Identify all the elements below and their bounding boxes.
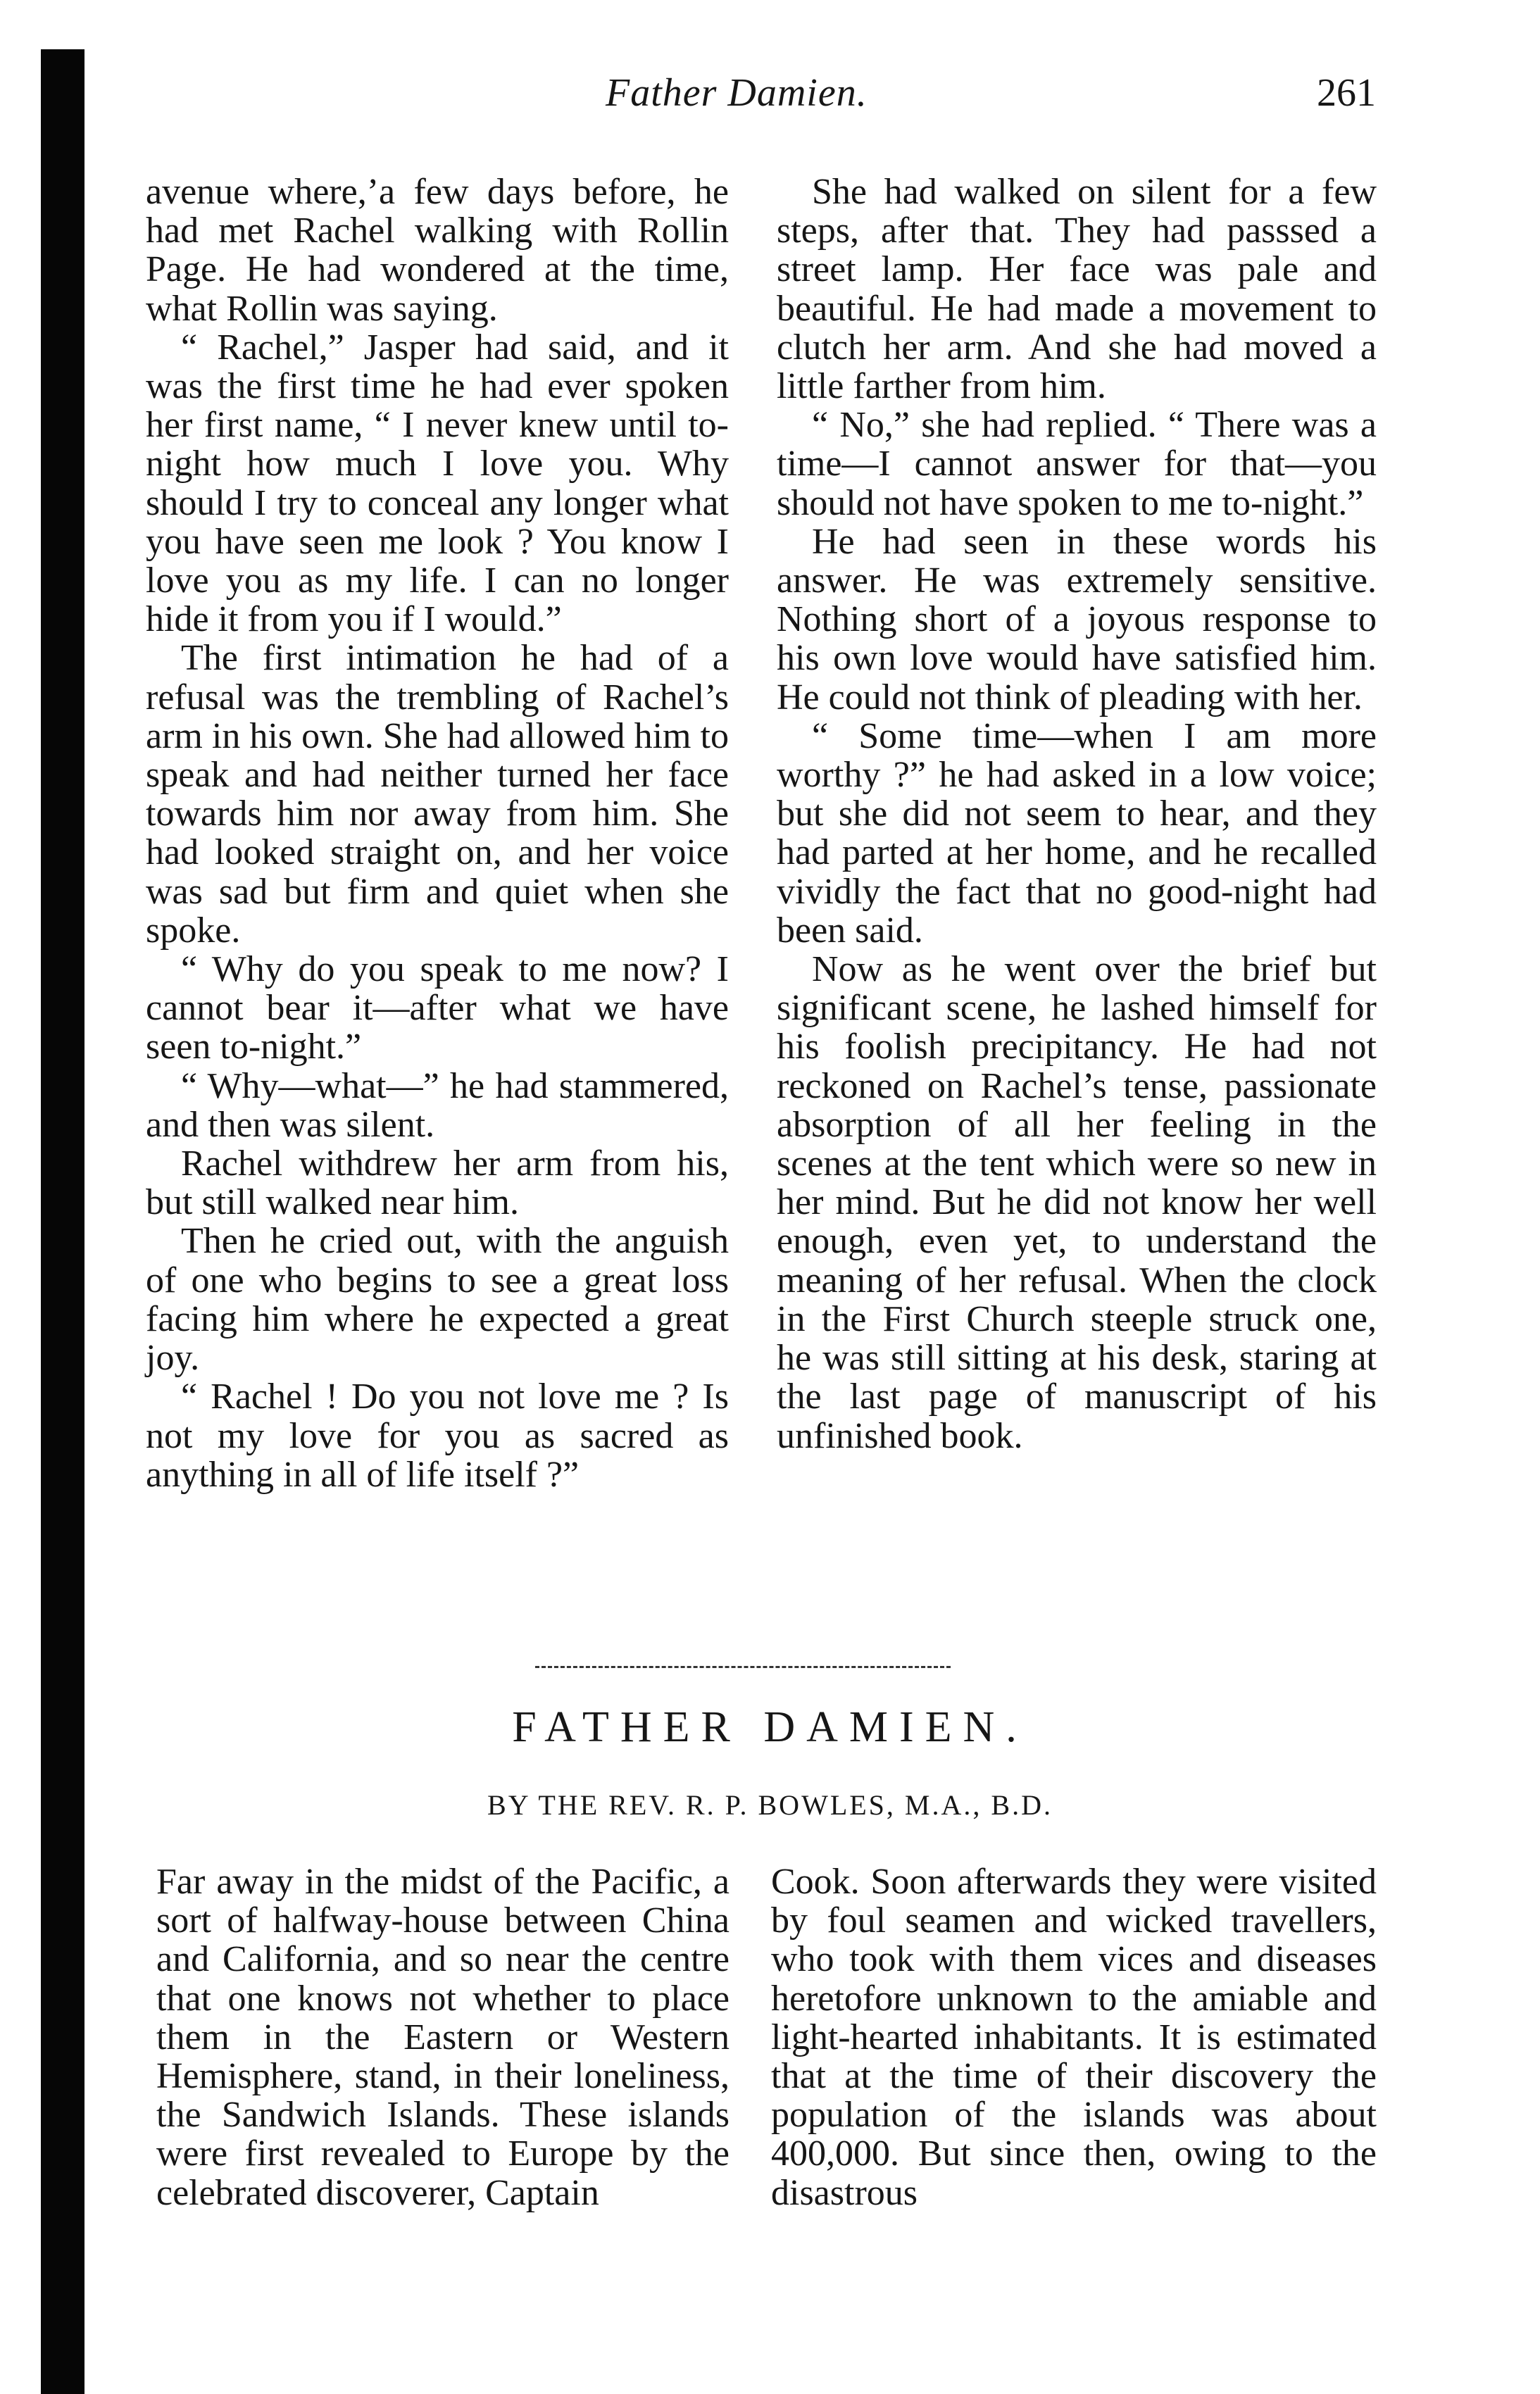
article-paragraph: Far away in the midst of the Pacific, a sort of halfway-house between China and California, and so near the centre that one knows not whether to place them in the Eastern or Western Hemisphere, stand, in their loneliness, the Sandwich Islands. These islands were first revealed to Europe by the celebrated discoverer, Captain xyxy=(156,1862,730,2213)
story-paragraph: “ Why—what—” he had stammered, and then was silent. xyxy=(146,1065,729,1145)
article-title: FATHER DAMIEN. xyxy=(512,1703,1028,1751)
page-number: 261 xyxy=(1317,71,1376,115)
running-title: Father Damien. xyxy=(606,71,868,115)
page-header xyxy=(0,70,1540,127)
story-paragraph: “ Why do you speak to me now? I cannot bear it—after what we have seen to-night.” xyxy=(146,949,729,1067)
story-paragraph: “ No,” she had replied. “ There was a time—I cannot answer for that—you should not have spoken to me to-night.” xyxy=(777,405,1377,523)
story-paragraph: avenue where,’a few days before, he had met Rachel walking with Rollin Page. He had wondered at the time, what Rollin was saying. xyxy=(146,172,729,329)
article-paragraph: Cook. Soon afterwards they were visited by foul seamen and wicked travellers, who took with them vices and diseases heretofore unknown to the amiable and light-hearted inhabitants. It is estimated that at the time of their discovery the population of the islands was about 400,000. But since then, owing to the disastrous xyxy=(771,1862,1377,2213)
story-paragraph: The first intimation he had of a refusal was the trembling of Rachel’s arm in his own. She had allowed him to speak and had neither turned her face towards him nor away from him. She had looked straight on, and her voice was sad but firm and quiet when she spoke. xyxy=(146,638,729,951)
article-byline: BY THE REV. R. P. BOWLES, M.A., B.D. xyxy=(487,1789,1053,1821)
story-paragraph: Rachel withdrew her arm from his, but still walked near him. xyxy=(146,1143,729,1223)
story-left-column xyxy=(146,173,729,1494)
article-right-column xyxy=(771,1862,1377,2212)
story-paragraph: Then he cried out, with the anguish of one who begins to see a great loss facing him where he expected a great joy. xyxy=(146,1221,729,1379)
story-paragraph: She had walked on silent for a few steps, after that. They had passsed a street lamp. Her face was pale and beautiful. He had made a movement to clutch her arm. And she had moved a little farther from him. xyxy=(777,172,1377,407)
story-right-column xyxy=(777,173,1377,1455)
story-paragraph: Now as he went over the brief but significant scene, he lashed himself for his foolish precipitancy. He had not reckoned on Rachel’s tense, passionate absorption of all her feeling in the scenes at the tent which were so new in her mind. But he did not know her well enough, even yet, to understand the meaning of her refusal. When the clock in the First Church steeple struck one, he was still sitting at his desk, staring at the last page of manuscript of his unfinished book. xyxy=(777,949,1377,1456)
story-paragraph: “ Rachel ! Do you not love me ? Is not my love for you as sacred as anything in all of life itself ?” xyxy=(146,1377,729,1495)
scan-edge-shadow xyxy=(41,49,84,2394)
story-paragraph: “ Rachel,” Jasper had said, and it was the first time he had ever spoken her first name, “ I never knew until to-night how much I love you. Why should I try to conceal any longer what you have seen me look ? You know I love you as my life. I can no longer hide it from you if I would.” xyxy=(146,327,729,640)
section-divider xyxy=(535,1666,951,1668)
story-paragraph: He had seen in these words his answer. He was extremely sensitive. Nothing short of a joyous response to his own love would have satisfied him. He could not think of pleading with her. xyxy=(777,521,1377,717)
article-left-column xyxy=(156,1862,730,2212)
story-paragraph: “ Some time—when I am more worthy ?” he had asked in a low voice; but she did not seem to hear, and they had parted at her home, and he recalled vividly the fact that no good-night had been said. xyxy=(777,715,1377,951)
